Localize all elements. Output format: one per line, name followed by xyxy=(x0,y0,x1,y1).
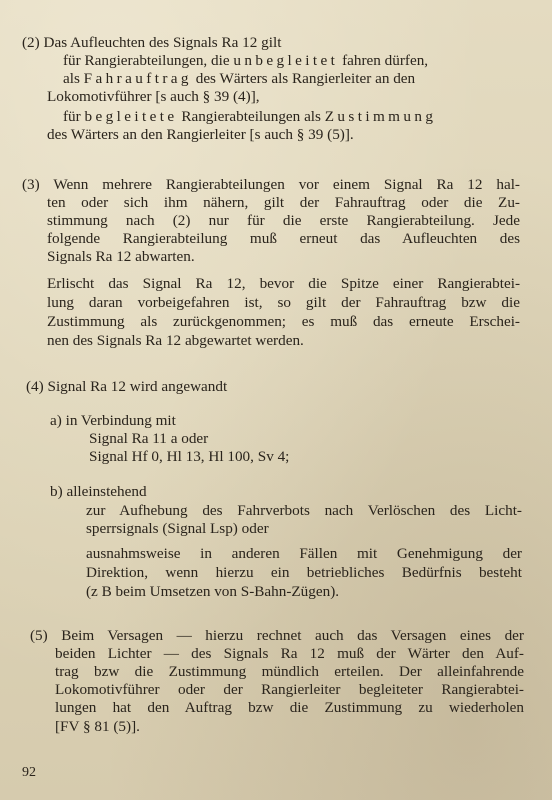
s2-line-1: (2) Das Aufleuchten des Signals Ra 12 gilt xyxy=(22,34,282,51)
s4-item-b-label: b) alleinstehend xyxy=(50,483,147,500)
s2-l5-text-a: für xyxy=(63,108,85,125)
s4-item-a-line-2: Signal Ra 11 a oder xyxy=(89,430,209,447)
s2-line-4: Lokomotivführer [s auch § 39 (4)], xyxy=(47,88,260,105)
s4-item-b-line-6: (z B beim Umsetzen von S-Bahn-Zügen). xyxy=(86,583,340,600)
page-number: 92 xyxy=(22,765,36,780)
s5-line-3: trag bzw die Zustimmung mündlich erteilen. Der alleinfahrende xyxy=(55,663,524,680)
s4-item-b-line-5: Direktion, wenn hierzu ein betriebliches Bedürfnis besteht xyxy=(86,564,522,581)
s2-l3-spaced: Fahrauftrag xyxy=(83,70,192,87)
s2-line-6: des Wärters an den Rangierleiter [s auch § 39 (5)]. xyxy=(47,126,354,143)
s2-l3-text-a: als xyxy=(63,70,84,87)
s3-line-7: lung daran vorbeigefahren ist, so gilt der Fahrauftrag bzw die xyxy=(47,294,520,311)
s2-l2-text-b: fahren dürfen, xyxy=(338,52,429,69)
s2-line-2 xyxy=(63,52,428,70)
s5-line-2: beiden Lichter — des Signals Ra 12 muß der Wärter den Auf- xyxy=(55,645,524,662)
s2-line-5 xyxy=(63,108,436,126)
s4-item-b-line-2: zur Aufhebung des Fahrverbots nach Verlöschen des Licht- xyxy=(86,502,522,519)
s4-item-a-line-3: Signal Hf 0, Hl 13, Hl 100, Sv 4; xyxy=(89,448,290,465)
s5-line-1: (5) Beim Versagen — hierzu rechnet auch das Versagen eines der xyxy=(30,627,524,644)
s3-line-8: Zustimmung als zurückgenommen; es muß das erneute Erschei- xyxy=(47,313,520,330)
s3-line-3: stimmung nach (2) nur für die erste Rangierabteilung. Jede xyxy=(47,212,520,229)
s2-l2-text-a: für Rangierabteilungen, die xyxy=(63,52,234,69)
s5-line-5: lungen hat den Auftrag bzw die Zustimmung zu wiederholen xyxy=(55,699,524,716)
s4-line-1: (4) Signal Ra 12 wird angewandt xyxy=(26,378,228,395)
s3-line-5: Signals Ra 12 abwarten. xyxy=(47,248,195,265)
s2-l3-text-b: des Wärters als Rangierleiter an den xyxy=(191,70,416,87)
s2-l5-text-b: Rangierabteilungen als xyxy=(177,108,325,125)
s4-item-b-line-4: ausnahmsweise in anderen Fällen mit Genehmigung der xyxy=(86,545,522,562)
s3-line-4: folgende Rangierabteilung muß erneut das Aufleuchten des xyxy=(47,230,520,247)
s3-line-9: nen des Signals Ra 12 abgewartet werden. xyxy=(47,332,304,349)
s2-line-3 xyxy=(63,70,415,88)
s4-item-b-line-3: sperrsignals (Signal Lsp) oder xyxy=(86,520,269,537)
s5-line-4: Lokomotivführer oder der Rangierleiter begleiteter Rangierabtei- xyxy=(55,681,524,698)
s2-l5-spaced-2: Zustimmung xyxy=(324,108,437,125)
s4-item-a-label: a) in Verbindung mit xyxy=(50,412,176,429)
s5-line-6: [FV § 81 (5)]. xyxy=(55,718,140,735)
s2-l2-spaced: unbegleitet xyxy=(233,52,339,69)
s3-line-1: (3) Wenn mehrere Rangierabteilungen vor einem Signal Ra 12 hal- xyxy=(22,176,520,193)
s3-line-6: Erlischt das Signal Ra 12, bevor die Spitze einer Rangierabtei- xyxy=(47,275,520,292)
s2-l5-spaced: begleitete xyxy=(84,108,178,125)
s3-line-2: ten oder sich ihm nähern, gilt der Fahrauftrag oder die Zu- xyxy=(47,194,520,211)
